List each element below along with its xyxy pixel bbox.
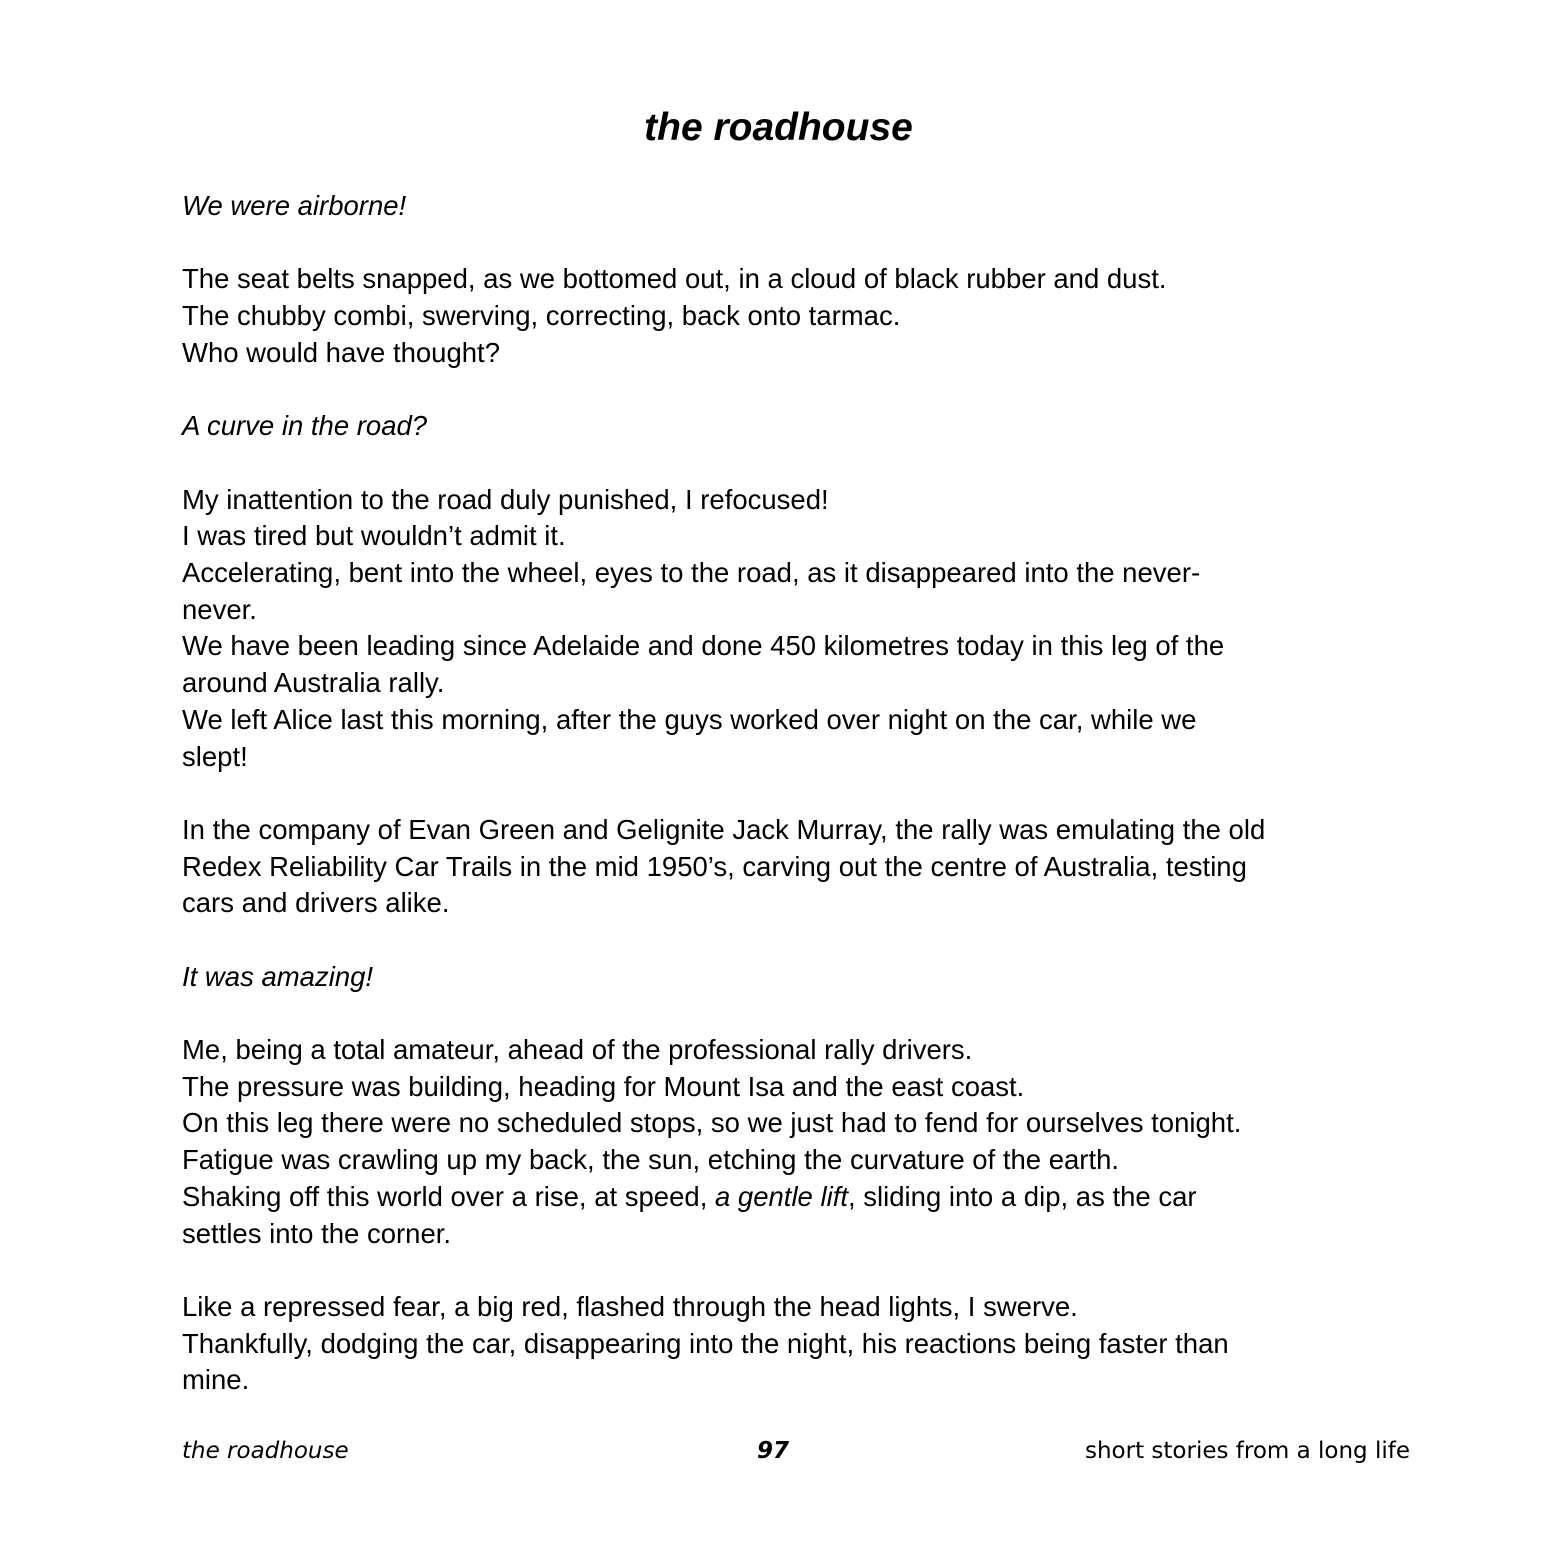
body-line: around Australia rally.	[182, 667, 445, 699]
body-text: , sliding into a dip, as the car	[848, 1180, 1197, 1212]
body-line: Redex Reliability Car Trails in the mid 1950’s, carving out the centre of Australia, testing	[182, 850, 1247, 882]
body-line: settles into the corner.	[182, 1217, 452, 1249]
body-line: We left Alice last this morning, after the guys worked over night on the car, while we	[182, 703, 1197, 735]
body-line: mine.	[182, 1364, 250, 1396]
footer-book-title: short stories from a long life	[1085, 1438, 1410, 1464]
body-text: Shaking off this world over a rise, at speed,	[182, 1180, 715, 1212]
body-line: Like a repressed fear, a big red, flashed through the head lights, I swerve.	[182, 1290, 1078, 1322]
body-line: Thankfully, dodging the car, disappearing into the night, his reactions being faster than	[182, 1327, 1229, 1359]
body-line: A curve in the road?	[182, 410, 428, 442]
body-line: Fatigue was crawling up my back, the sun, etching the curvature of the earth.	[182, 1144, 1120, 1176]
body-line: We have been leading since Adelaide and done 450 kilometres today in this leg of the	[182, 630, 1225, 662]
body-line: Accelerating, bent into the wheel, eyes to the road, as it disappeared into the never-	[182, 556, 1201, 588]
body-line: We were airborne!	[182, 190, 407, 221]
body-line: The seat belts snapped, as we bottomed out, in a cloud of black rubber and dust.	[182, 263, 1167, 295]
italic-phrase: a gentle lift	[714, 1180, 848, 1212]
body-line: slept!	[182, 740, 248, 772]
body-line: The chubby combi, swerving, correcting, back onto tarmac.	[182, 300, 901, 332]
story-body	[182, 188, 1402, 1399]
body-line: The pressure was building, heading for Mount Isa and the east coast.	[182, 1070, 1025, 1102]
paragraph-gap	[182, 225, 1402, 262]
paragraph-gap	[182, 1252, 1402, 1289]
body-line: never.	[182, 593, 257, 625]
body-line: Who would have thought?	[182, 336, 500, 368]
body-line: On this leg there were no scheduled stops, so we just had to fend for ourselves tonight.	[182, 1107, 1242, 1139]
paragraph-gap	[182, 995, 1402, 1032]
body-line-mixed	[182, 1179, 1402, 1216]
body-line: My inattention to the road duly punished, I refocused!	[182, 483, 829, 515]
body-line: Me, being a total amateur, ahead of the professional rally drivers.	[182, 1034, 973, 1066]
paragraph-gap	[182, 922, 1402, 959]
footer-chapter-title: the roadhouse	[182, 1438, 349, 1464]
page-title: the roadhouse	[644, 106, 913, 149]
page-footer	[0, 1434, 1557, 1468]
paragraph-gap	[182, 372, 1402, 409]
paragraph-gap	[182, 445, 1402, 482]
body-line: In the company of Evan Green and Gelignite Jack Murray, the rally was emulating the old	[182, 813, 1266, 845]
page-number: 97	[757, 1438, 790, 1464]
paragraph-gap	[182, 775, 1402, 812]
body-line: cars and drivers alike.	[182, 887, 450, 919]
body-line: I was tired but wouldn’t admit it.	[182, 520, 566, 552]
body-line: It was amazing!	[182, 960, 374, 992]
